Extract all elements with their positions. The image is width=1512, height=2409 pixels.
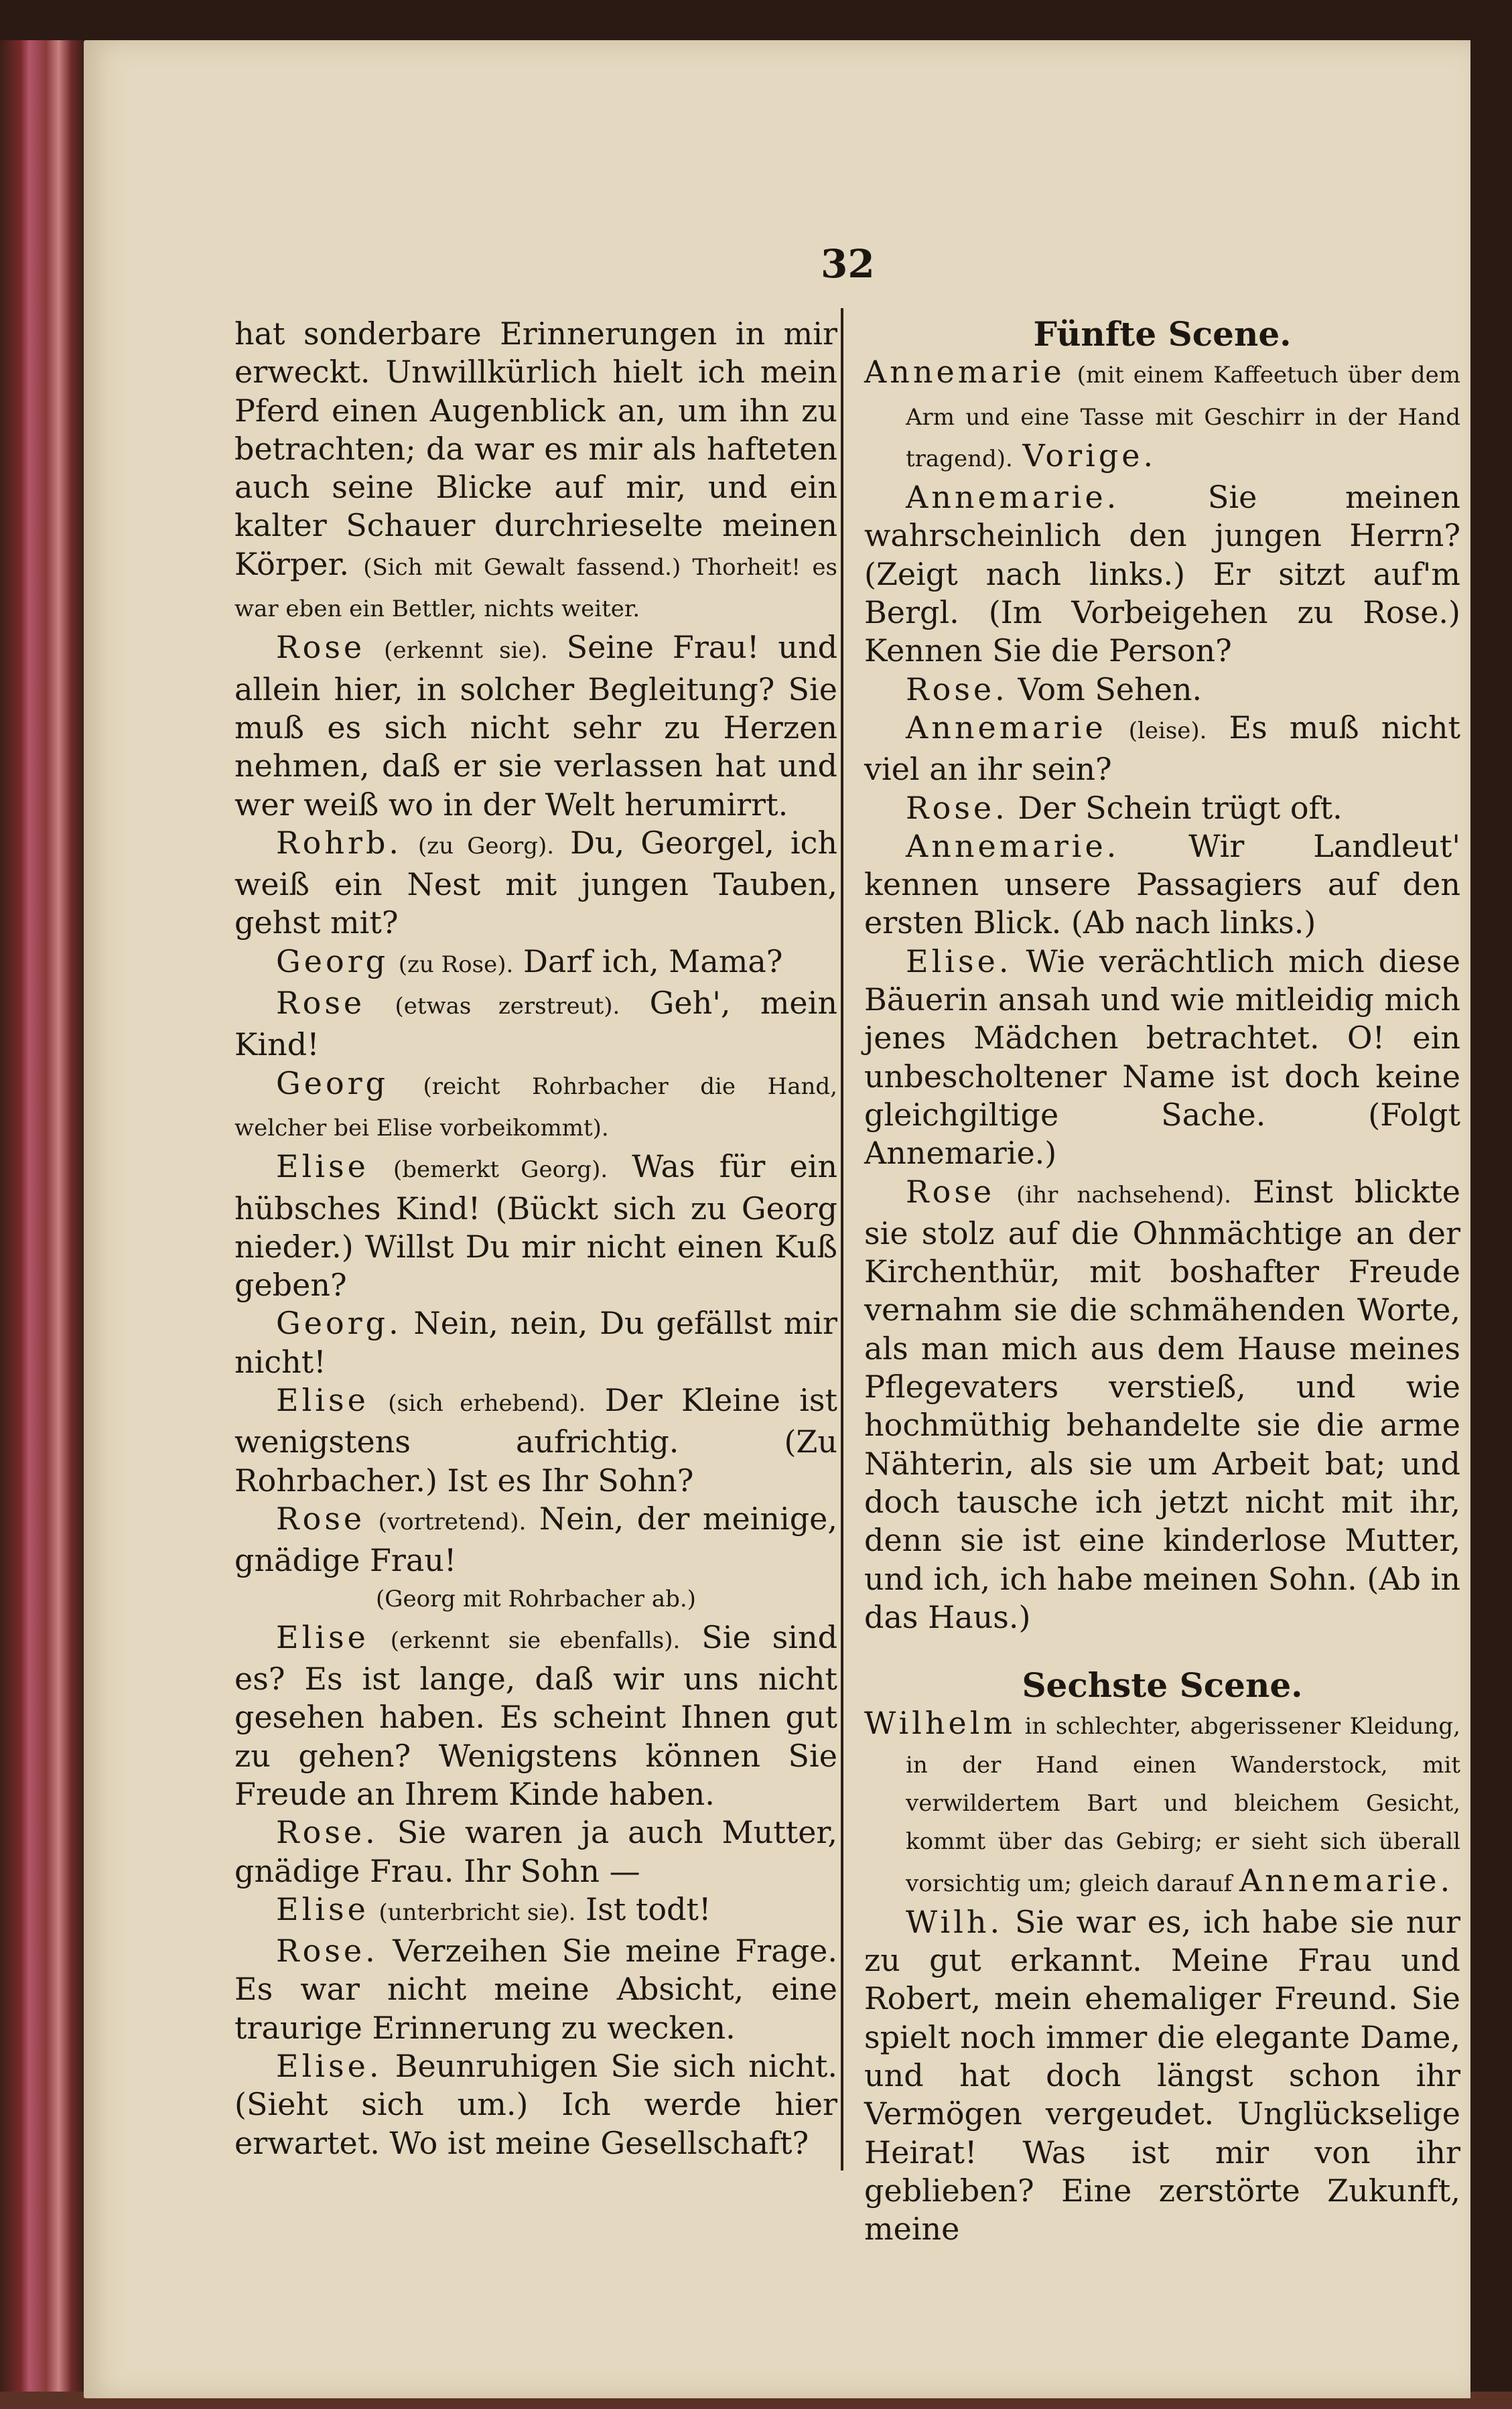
speech-rose-6: Rose. Vom Sehen. [906,671,1202,707]
speech-annemarie-3: Annemarie. Wir Landleut' kennen unsere Passagiers auf den ersten Blick. (Ab nach links.) [864,827,1461,941]
book-edge [0,40,84,2405]
speech-rose-4: Rose. Sie waren ja auch Mutter, gnädige Frau. Ihr Sohn — [234,1814,837,1889]
speech-rose-1: Rose (erkennt sie). Seine Frau! und allein hier, in solcher Begleitung? Sie muß es sich nicht sehr zu Herzen nehmen, daß er sie verlassen hat und wer weiß wo in der Welt herumirrt. [234,629,838,823]
scene-heading-6: Sechste Scene. [1022,1665,1303,1706]
speech-georg-3: Georg. Nein, nein, Du gefällst mir nicht! [234,1305,837,1380]
speech-rose-2: Rose (etwas zerstreut). Geh', mein Kind! [234,985,837,1063]
right-column [864,315,1460,2249]
speech-elise-1: Elise (bemerkt Georg). Was für ein hübsches Kind! (Bückt sich zu Georg nieder.) Willst Du mir nicht einen Kuß geben? [234,1148,838,1304]
speech-rose-8: Rose (ihr nachsehend). Einst blickte sie stolz auf die Ohnmächtige an der Kirchenthür, mit boshafter Freude vernahm sie die schmähenden Worte, als man mich aus dem Hause meines Pflegevaters verstieß, und wie hochmüthig behandelte sie die arme Nähterin, als sie um Arbeit bat; und doch tausche ich jetzt nicht mit ihr, denn sie ist eine kinderlose Mutter, und ich, ich habe meinen Sohn. (Ab in das Haus.) [864,1173,1460,1635]
scene-heading-5: Fünfte Scene. [1033,314,1292,354]
stage-direction: (Georg mit Rohrbacher ab.) [376,1585,696,1612]
speech-annemarie-2: Annemarie (leise). Es muß nicht viel an ihr sein? [864,709,1460,788]
left-column [234,315,837,2162]
speech-wilhelm: Wilh. Sie war es, ich habe sie nur zu gut erkannt. Meine Frau und Robert, mein ehemaliger Freund. Sie spielt noch immer die elegante Dame, und hat doch längst schon ihr Vermögen vergeudet. Unglückselige Heirat! Was ist mir von ihr geblieben? Eine zerstörte Zukunft, meine [864,1903,1460,2248]
entrance-annemarie: Annemarie (mit einem Kaffeetuch über dem Arm und eine Tasse mit Geschirr in der Hand tragend). Vorige. [864,354,1461,474]
speech-georg-1: Georg (zu Rose). Darf ich, Mama? [276,943,783,979]
speech-elise-4: Elise (unterbricht sie). Ist todt! [276,1890,711,1927]
speech-rose-3: Rose (vortretend). Nein, der meinige, gnädige Frau! [234,1500,838,1579]
entrance-wilhelm: Wilhelm in schlechter, abgerissener Kleidung, in der Hand einen Wanderstock, mit verwildertem Bart und bleichem Gesicht, kommt über das Gebirg; er sieht sich überall vorsichtig um; gleich darauf Annemarie. [864,1705,1460,1899]
speech-annemarie-1: Annemarie. Sie meinen wahrscheinlich den jungen Herrn? (Zeigt nach links.) Er sitzt auf'm Bergl. (Im Vorbeigehen zu Rose.) Kennen Sie die Person? [864,479,1460,669]
page-number: 32 [821,241,875,287]
speech-elise-3: Elise (erkennt sie ebenfalls). Sie sind es? Es ist lange, daß wir uns nicht gesehen haben. Es scheint Ihnen gut zu gehen? Wenigstens können Sie Freude an Ihrem Kinde haben. [234,1619,838,1812]
paragraph: hat sonderbare Erinnerungen in mir erweckt. Unwillkürlich hielt ich mein Pferd einen Augenblick an, um ihn zu betrachten; da war es mir als hafteten auch seine Blicke auf mir, und ein kalter Schauer durchrieselte meinen Körper. (Sich mit Gewalt fassend.) Thorheit! es war eben ein Bettler, nichts weiter. [234,316,837,623]
speech-elise-2: Elise (sich erhebend). Der Kleine ist wenigstens aufrichtig. (Zu Rohrbacher.) Ist es Ihr Sohn? [234,1382,838,1499]
scene-gap [864,1637,1460,1666]
speech-elise-6: Elise. Wie verächtlich mich diese Bäuerin ansah und wie mitleidig mich jenes Mädchen betrachtet. O! ein unbescholtener Name ist doch keine gleichgiltige Sache. (Folgt Annemarie.) [864,943,1461,1172]
speech-rose-7: Rose. Der Schein trügt oft. [906,789,1343,826]
column-divider [841,308,843,2171]
speech-georg-2: Georg (reicht Rohrbacher die Hand, welcher bei Elise vorbeikommt). [234,1064,837,1142]
speech-rohrb: Rohrb. (zu Georg). Du, Georgel, ich weiß ein Nest mit jungen Tauben, gehst mit? [234,824,837,941]
speech-rose-5: Rose. Verzeihen Sie meine Frage. Es war nicht meine Absicht, eine traurige Erinnerung zu wecken. [234,1933,837,2046]
speech-elise-5: Elise. Beunruhigen Sie sich nicht. (Sieht sich um.) Ich werde hier erwartet. Wo ist meine Gesellschaft? [234,2048,838,2161]
